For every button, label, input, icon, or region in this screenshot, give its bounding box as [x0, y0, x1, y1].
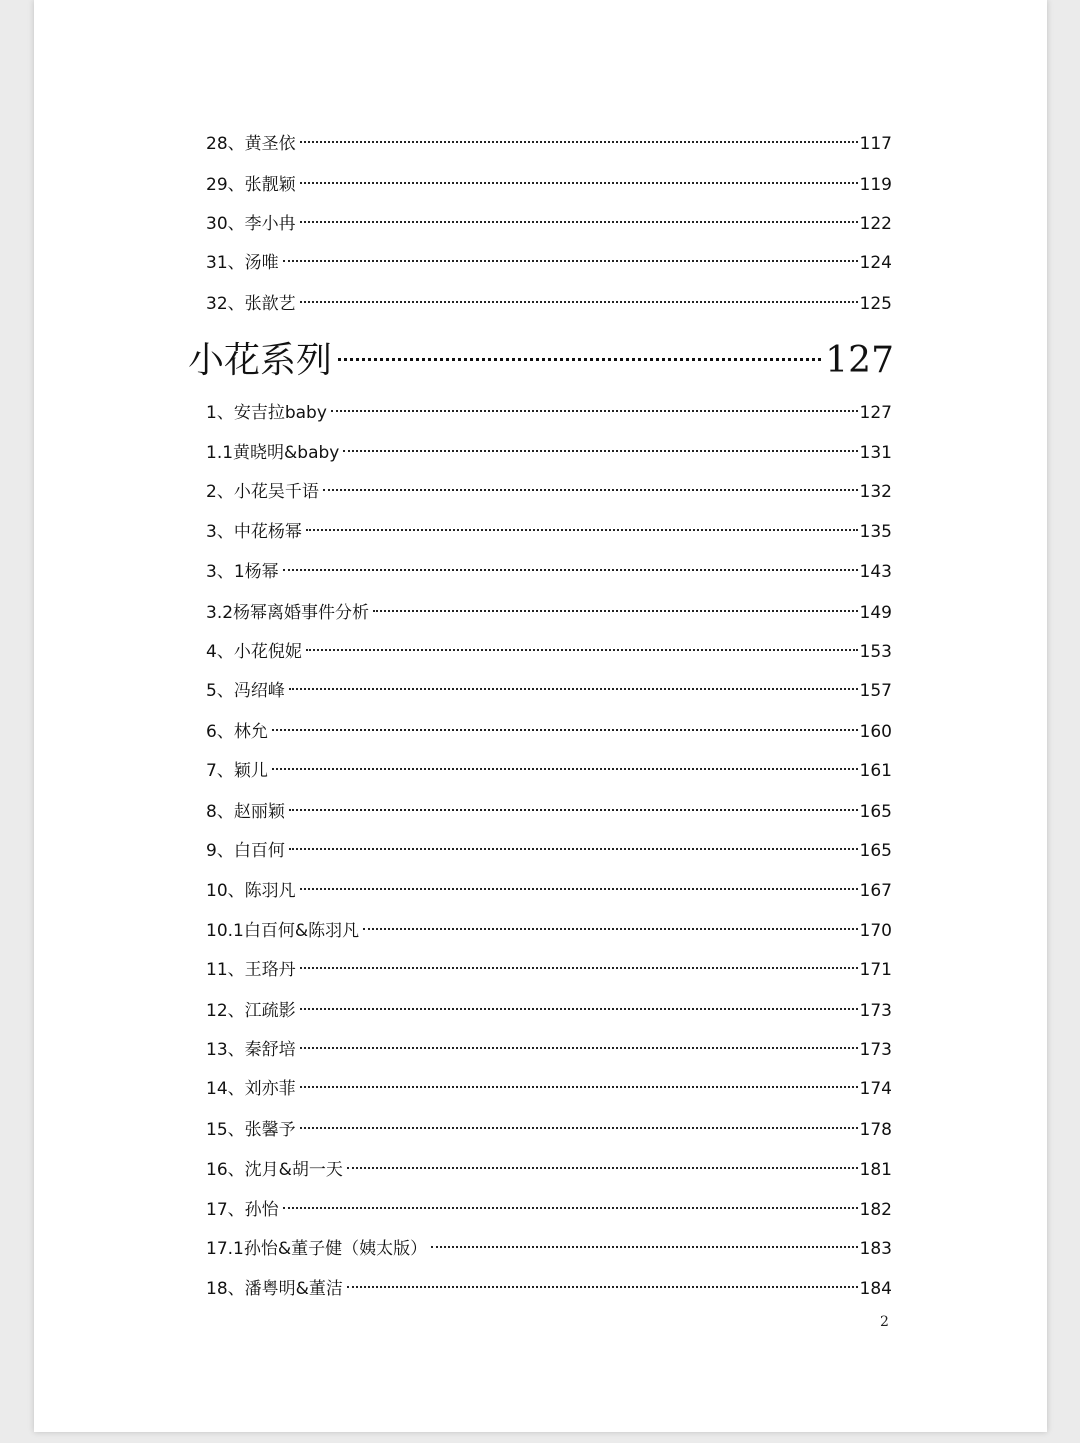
toc-entry-label: 15、张馨予: [206, 1120, 296, 1140]
toc-entry[interactable]: [206, 711, 892, 742]
toc-entry-page: 157: [859, 681, 892, 701]
toc-entry-label: 29、张靓颖: [206, 175, 296, 195]
section-page: 127: [825, 340, 894, 381]
toc-entry[interactable]: [206, 432, 892, 463]
toc-entry-page: 127: [859, 403, 892, 423]
toc-entry[interactable]: [206, 670, 892, 701]
toc-entry[interactable]: [206, 592, 892, 623]
toc-entry-page: 124: [859, 253, 892, 273]
toc-dot-leader: [363, 910, 857, 936]
toc-entry[interactable]: [206, 1109, 892, 1140]
toc-dot-leader: [300, 949, 858, 975]
toc-dot-leader: [289, 830, 858, 856]
page-number: 2: [880, 1314, 889, 1330]
toc-entry-label: 11、王珞丹: [206, 960, 296, 980]
toc-entry-label: 5、冯绍峰: [206, 681, 285, 701]
toc-entry-label: 28、黄圣依: [206, 134, 296, 154]
toc-entry-label: 9、白百何: [206, 841, 285, 861]
toc-entry-page: 174: [859, 1079, 892, 1099]
toc-dot-leader: [283, 551, 858, 577]
toc-entry-page: 173: [859, 1001, 892, 1021]
toc-dot-leader: [373, 592, 858, 618]
toc-entry-page: 117: [859, 134, 892, 154]
toc-entry[interactable]: [206, 551, 892, 582]
toc-dot-leader: [272, 750, 858, 776]
toc-entry[interactable]: [206, 1029, 892, 1060]
toc-entry[interactable]: [206, 392, 892, 423]
toc-entry-page: 125: [859, 294, 892, 314]
toc-entry-page: 143: [859, 562, 892, 582]
toc-dot-leader: [347, 1268, 858, 1294]
toc-entry-page: 161: [859, 761, 892, 781]
toc-entry-label: 3、1杨幂: [206, 562, 279, 582]
toc-entry[interactable]: [206, 164, 892, 195]
toc-dot-leader: [272, 711, 858, 737]
toc-entry-page: 170: [859, 921, 892, 941]
toc-entry[interactable]: [206, 1268, 892, 1299]
toc-dot-leader: [331, 392, 858, 418]
toc-entry[interactable]: [206, 1068, 892, 1099]
toc-entry-label: 30、李小冉: [206, 214, 296, 234]
toc-dot-leader: [289, 670, 858, 696]
toc-entry[interactable]: [206, 990, 892, 1021]
toc-entry-page: 122: [859, 214, 892, 234]
toc-entry[interactable]: [206, 830, 892, 861]
toc-entry-label: 12、江疏影: [206, 1001, 296, 1021]
toc-dot-leader: [300, 870, 858, 896]
toc-dot-leader: [283, 1189, 858, 1215]
toc-entry-label: 1.1黄晓明&baby: [206, 443, 340, 463]
toc-entry-label: 8、赵丽颖: [206, 802, 285, 822]
toc-entry[interactable]: [206, 910, 892, 941]
toc-dot-leader: [300, 164, 858, 190]
toc-entry-label: 31、汤唯: [206, 253, 279, 273]
toc-entry-label: 10、陈羽凡: [206, 881, 296, 901]
toc-dot-leader: [300, 990, 858, 1016]
toc-entry-label: 32、张歆艺: [206, 294, 296, 314]
toc-entry[interactable]: [206, 750, 892, 781]
document-page: [34, 0, 1047, 1432]
toc-entry-label: 14、刘亦菲: [206, 1079, 296, 1099]
toc-entry-label: 18、潘粤明&董洁: [206, 1279, 343, 1299]
toc-entry[interactable]: [206, 1149, 892, 1180]
section-title: 小花系列: [188, 340, 333, 381]
toc-entry-page: 182: [859, 1200, 892, 1220]
toc-entry-page: 184: [859, 1279, 892, 1299]
toc-entry[interactable]: [206, 949, 892, 980]
toc-entry-page: 131: [859, 443, 892, 463]
toc-entry[interactable]: [206, 123, 892, 154]
toc-entry[interactable]: [206, 791, 892, 822]
toc-entry-label: 17、孙怡: [206, 1200, 279, 1220]
toc-entry-label: 10.1白百何&陈羽凡: [206, 921, 360, 941]
toc-entry-label: 13、秦舒培: [206, 1040, 296, 1060]
toc-entry-page: 153: [859, 642, 892, 662]
toc-entry[interactable]: [206, 242, 892, 273]
toc-dot-leader: [300, 203, 858, 229]
toc-entry-label: 3、中花杨幂: [206, 522, 302, 542]
toc-entry-page: 167: [859, 881, 892, 901]
toc-dot-leader: [300, 1109, 858, 1135]
toc-dot-leader: [343, 432, 857, 458]
toc-dot-leader: [347, 1149, 858, 1175]
toc-dot-leader: [283, 242, 858, 268]
section-dot-leader: [338, 324, 821, 372]
toc-entry-page: 173: [859, 1040, 892, 1060]
toc-entry-page: 181: [859, 1160, 892, 1180]
toc-dot-leader: [300, 283, 858, 309]
toc-entry-label: 4、小花倪妮: [206, 642, 302, 662]
toc-entry[interactable]: [206, 283, 892, 314]
toc-entry[interactable]: [206, 1189, 892, 1220]
toc-entry[interactable]: [206, 870, 892, 901]
toc-entry-page: 132: [859, 482, 892, 502]
toc-entry-label: 3.2杨幂离婚事件分析: [206, 603, 370, 623]
toc-dot-leader: [300, 1029, 858, 1055]
toc-entry[interactable]: [206, 471, 892, 502]
toc-entry[interactable]: [206, 511, 892, 542]
toc-entry-page: 183: [859, 1239, 892, 1259]
toc-entry-page: 160: [859, 722, 892, 742]
toc-entry-page: 165: [859, 841, 892, 861]
toc-dot-leader: [306, 631, 858, 657]
toc-entry[interactable]: [206, 203, 892, 234]
toc-entry-label: 17.1孙怡&董子健（姨太版）: [206, 1239, 428, 1259]
toc-entry-label: 16、沈月&胡一天: [206, 1160, 343, 1180]
toc-section-heading[interactable]: [188, 324, 894, 381]
toc-dot-leader: [300, 1068, 858, 1094]
toc-entry-page: 119: [859, 175, 892, 195]
toc-dot-leader: [323, 471, 858, 497]
toc-entry-page: 165: [859, 802, 892, 822]
toc-entry-label: 2、小花吴千语: [206, 482, 319, 502]
toc-dot-leader: [306, 511, 858, 537]
toc-entry-page: 171: [859, 960, 892, 980]
toc-dot-leader: [300, 123, 858, 149]
toc-entry-label: 1、安吉拉baby: [206, 403, 327, 423]
toc-entry-page: 135: [859, 522, 892, 542]
toc-entry[interactable]: [206, 631, 892, 662]
toc-dot-leader: [431, 1228, 857, 1254]
toc-entry-label: 7、颖儿: [206, 761, 268, 781]
toc-entry[interactable]: [206, 1228, 892, 1259]
toc-entry-page: 149: [859, 603, 892, 623]
toc-dot-leader: [289, 791, 858, 817]
toc-entry-label: 6、林允: [206, 722, 268, 742]
toc-entry-page: 178: [859, 1120, 892, 1140]
